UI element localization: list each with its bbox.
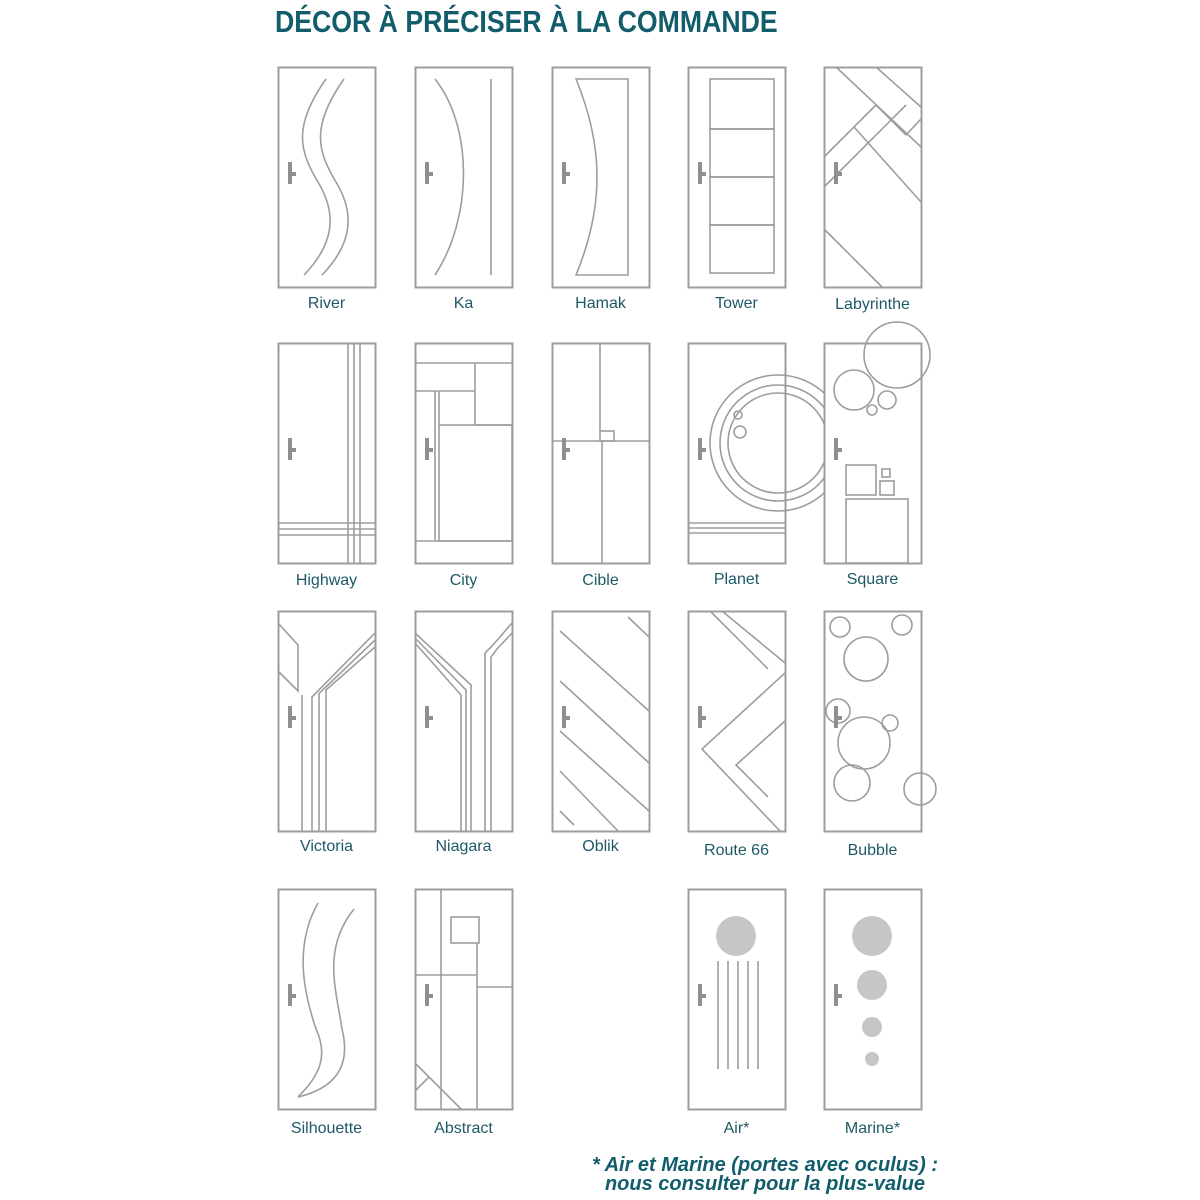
- door-label: Air*: [723, 1120, 750, 1137]
- door-route66: [689, 611, 786, 832]
- door-frame: [416, 612, 513, 832]
- door-river: [279, 68, 376, 288]
- footnote-line-2: nous consulter pour la plus-value: [604, 1173, 926, 1195]
- door-label: Route 66: [704, 842, 769, 859]
- door-niagara: [415, 612, 513, 832]
- door-label: Silhouette: [290, 1120, 363, 1137]
- door-ka: [416, 68, 513, 288]
- door-cible: [552, 343, 650, 564]
- door-victoria: [278, 612, 376, 832]
- door-label: Marine*: [844, 1120, 901, 1137]
- door-label: Victoria: [299, 838, 354, 855]
- door-abstract: [415, 889, 513, 1110]
- door-label: Cible: [582, 572, 619, 589]
- door-frame: [279, 68, 376, 288]
- door-tower: [689, 68, 786, 288]
- door-air: [689, 890, 786, 1110]
- door-marine: [825, 890, 922, 1110]
- door-label: Labyrinthe: [835, 296, 910, 313]
- door-label: Square: [846, 571, 899, 588]
- door-frame: [416, 344, 513, 564]
- door-frame: [689, 612, 786, 832]
- door-frame: [553, 344, 650, 564]
- door-frame: [825, 68, 922, 288]
- page-title: DÉCOR À PRÉCISER À LA COMMANDE: [275, 4, 778, 39]
- door-label: Hamak: [575, 295, 626, 312]
- door-hamak: [553, 68, 650, 288]
- door-frame: [279, 344, 376, 564]
- door-square: [825, 322, 931, 564]
- door-oblik: [553, 612, 650, 832]
- door-label: Tower: [715, 295, 758, 312]
- door-planet: [688, 344, 846, 564]
- door-highway: [278, 343, 376, 564]
- door-label: Planet: [713, 571, 760, 588]
- footnote-line-1: * Air et Marine (portes avec oculus) :: [591, 1154, 938, 1176]
- oculus: [716, 916, 756, 956]
- door-silhouette: [279, 890, 376, 1110]
- door-label: Niagara: [435, 838, 492, 855]
- door-city: [415, 344, 513, 564]
- door-frame: [279, 890, 376, 1110]
- door-labyrinthe: [824, 67, 922, 288]
- door-label: Bubble: [847, 842, 898, 859]
- door-frame: [689, 344, 786, 564]
- door-label: Abstract: [434, 1120, 493, 1137]
- oculus: [852, 916, 892, 956]
- door-label: Highway: [295, 572, 358, 589]
- oculus: [862, 1017, 882, 1037]
- door-label: City: [449, 572, 478, 589]
- door-frame: [416, 890, 513, 1110]
- door-label: River: [307, 295, 346, 312]
- door-label: Oblik: [582, 838, 619, 855]
- oculus: [857, 970, 887, 1000]
- oculus: [865, 1052, 879, 1066]
- door-frame: [279, 612, 376, 832]
- door-bubble: [825, 612, 937, 832]
- door-frame: [553, 68, 650, 288]
- door-label: Ka: [453, 295, 474, 312]
